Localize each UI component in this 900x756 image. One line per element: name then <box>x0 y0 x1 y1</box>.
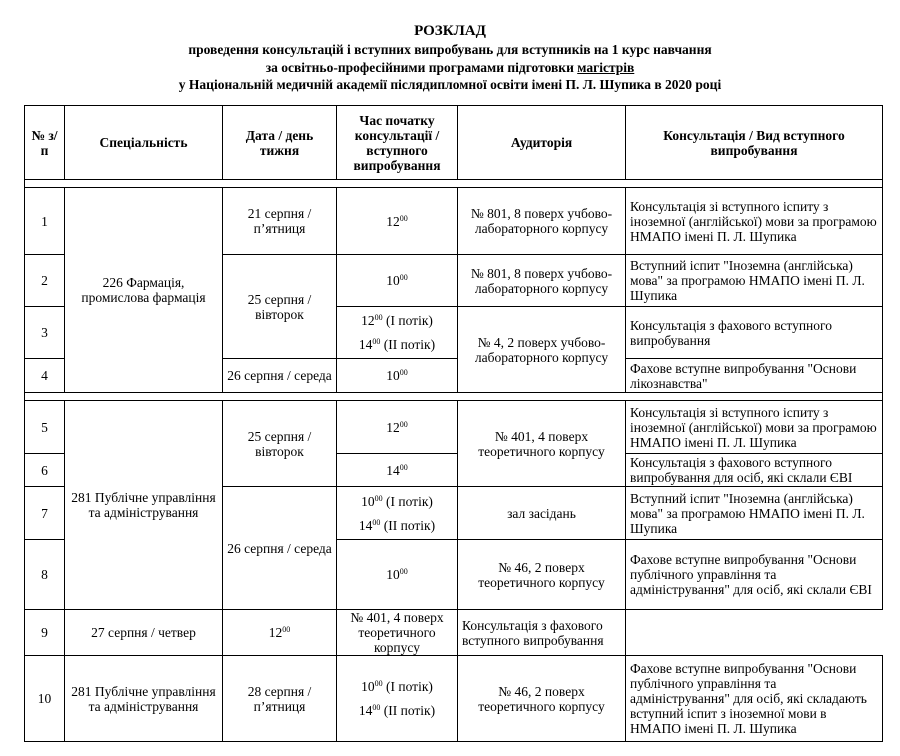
separator-row <box>25 393 883 401</box>
type-cell: Консультація з фахового вступного випробування <box>626 307 883 359</box>
date-cell: 26 серпня / середа <box>223 487 337 610</box>
subtitle-line-2: за освітньо-професійними програмами підготовки магістрів <box>265 60 635 75</box>
subtitle-line-1: проведення консультацій і вступних випробувань для вступників на 1 курс навчання <box>188 42 712 57</box>
room-cell: № 401, 4 поверх теоретичного корпусу <box>458 401 626 487</box>
subtitle-line-3: у Національній медичній академії післядипломної освіти імені П. Л. Шупика в 2020 році <box>178 77 722 92</box>
page-title: РОЗКЛАД <box>414 23 486 39</box>
room-cell: № 4, 2 поверх учбово-лабораторного корпусу <box>458 307 626 393</box>
separator-row <box>25 180 883 188</box>
room-cell: № 46, 2 поверх теоретичного корпусу <box>458 656 626 742</box>
table-row: 2 25 серпня / вівторок $10^{00}$ № 801, 8 поверх учбово-лабораторного корпусу Вступний іспит "Іноземна (англійська) мова" за програмою НМАПО імені П. Л. Шупика <box>25 255 883 307</box>
col-header-type: Консультація / Вид вступного випробування <box>626 106 883 180</box>
specialty-cell: 281 Публічне управління та адміністрування <box>65 401 223 610</box>
type-cell: Вступний іспит "Іноземна (англійська) мова" за програмою НМАПО імені П. Л. Шупика <box>626 487 883 540</box>
time-cell: $10^{00}$ <box>337 359 458 393</box>
time-cell: $10^{00}$ (І потік) $14^{00}$ (ІІ потік) <box>337 656 458 742</box>
type-cell: Фахове вступне випробування "Основи лікознавства" <box>626 359 883 393</box>
table-row: 6 $14^{00}$ Консультація з фахового вступного випробування для осіб, які склали ЄВІ <box>25 454 883 487</box>
room-cell: № 46, 2 поверх теоретичного корпусу <box>458 540 626 610</box>
time-cell: $10^{00}$ (І потік) $14^{00}$ (ІІ потік) <box>337 487 458 540</box>
time-cell: $12^{00}$ <box>337 401 458 454</box>
table-row: 9 27 серпня / четвер $12^{00}$ № 401, 4 поверх теоретичного корпусу Консультація з фахового вступного випробування <box>25 610 883 656</box>
col-header-time: Час початку консультації / вступного випробування <box>337 106 458 180</box>
col-header-room: Аудиторія <box>458 106 626 180</box>
type-cell: Консультація з фахового вступного випробування для осіб, які склали ЄВІ <box>626 454 883 487</box>
date-cell: 25 серпня / вівторок <box>223 255 337 359</box>
time-cell: $10^{00}$ <box>337 540 458 610</box>
date-cell: 27 серпня / четвер <box>65 610 223 656</box>
room-cell: № 401, 4 поверх теоретичного корпусу <box>337 610 458 656</box>
type-cell: Фахове вступне випробування "Основи публічного управління та адміністрування" для осіб, які складають вступний іспит з іноземної мови в НМАПО імені П. Л. Шупика <box>626 656 883 742</box>
table-row: 4 26 серпня / середа $10^{00}$ Фахове вступне випробування "Основи лікознавства" <box>25 359 883 393</box>
room-cell: № 801, 8 поверх учбово-лабораторного корпусу <box>458 255 626 307</box>
type-cell: Консультація зі вступного іспиту з іноземної (англійської) мови за програмою НМАПО імені П. Л. Шупика <box>626 401 883 454</box>
date-cell: 26 серпня / середа <box>223 359 337 393</box>
header-row <box>25 106 883 180</box>
col-header-date: Дата / день тижня <box>223 106 337 180</box>
specialty-cell: 226 Фармація, промислова фармація <box>65 188 223 393</box>
table-row: 7 26 серпня / середа $10^{00}$ (І потік) $14^{00}$ (ІІ потік) зал засідань Вступний іспит "Іноземна (англійська) мова" за програмою НМАПО імені П. Л. Шупика <box>25 487 883 540</box>
date-cell: 21 серпня / п’ятниця <box>223 188 337 255</box>
table-row: 5 281 Публічне управління та адміністрування 25 серпня / вівторок $12^{00}$ № 401, 4 поверх теоретичного корпусу Консультація зі вступного іспиту з іноземної (англійської) мови за програмою НМАПО імені П. Л. Шупика <box>25 401 883 454</box>
schedule-table <box>24 105 883 742</box>
table-row: 10 281 Публічне управління та адміністрування 28 серпня / п’ятниця $10^{00}$ (І потік) $14^{00}$ (ІІ потік) № 46, 2 поверх теоретичного корпусу Фахове вступне випробування "Основи публічного управління та адміністрування" для осіб, які складають вступний іспит з іноземної мови в НМАПО імені П. Л. Шупика <box>25 656 883 742</box>
room-cell: № 801, 8 поверх учбово-лабораторного корпусу <box>458 188 626 255</box>
type-cell: Консультація з фахового вступного випробування <box>458 610 626 656</box>
underlined-word: магістрів <box>577 60 635 75</box>
date-cell: 25 серпня / вівторок <box>223 401 337 487</box>
table-row: 3 $12^{00}$ (І потік) $14^{00}$ (ІІ потік) № 4, 2 поверх учбово-лабораторного корпусу Консультація з фахового вступного випробування <box>25 307 883 359</box>
col-header-num: № з/п <box>25 106 65 180</box>
time-cell: $10^{00}$ <box>337 255 458 307</box>
type-cell: Вступний іспит "Іноземна (англійська) мова" за програмою НМАПО імені П. Л. Шупика <box>626 255 883 307</box>
time-cell: $12^{00}$ <box>337 188 458 255</box>
room-cell: зал засідань <box>458 487 626 540</box>
specialty-cell: 281 Публічне управління та адміністрування <box>65 656 223 742</box>
time-cell: $12^{00}$ <box>223 610 337 656</box>
time-cell: $12^{00}$ (І потік) $14^{00}$ (ІІ потік) <box>337 307 458 359</box>
table-row: 8 $10^{00}$ № 46, 2 поверх теоретичного корпусу Фахове вступне випробування "Основи публічного управління та адміністрування" для осіб, які склали ЄВІ <box>25 540 883 610</box>
type-cell: Консультація зі вступного іспиту з іноземної (англійської) мови за програмою НМАПО імені П. Л. Шупика <box>626 188 883 255</box>
type-cell: Фахове вступне випробування "Основи публічного управління та адміністрування" для осіб, які склали ЄВІ <box>626 540 883 610</box>
table-row: 1 226 Фармація, промислова фармація 21 серпня / п’ятниця $12^{00}$ № 801, 8 поверх учбово-лабораторного корпусу Консультація зі вступного іспиту з іноземної (англійської) мови за програмою НМАПО імені П. Л. Шупика <box>25 188 883 255</box>
col-header-specialty: Спеціальність <box>65 106 223 180</box>
date-cell: 28 серпня / п’ятниця <box>223 656 337 742</box>
time-cell: $14^{00}$ <box>337 454 458 487</box>
